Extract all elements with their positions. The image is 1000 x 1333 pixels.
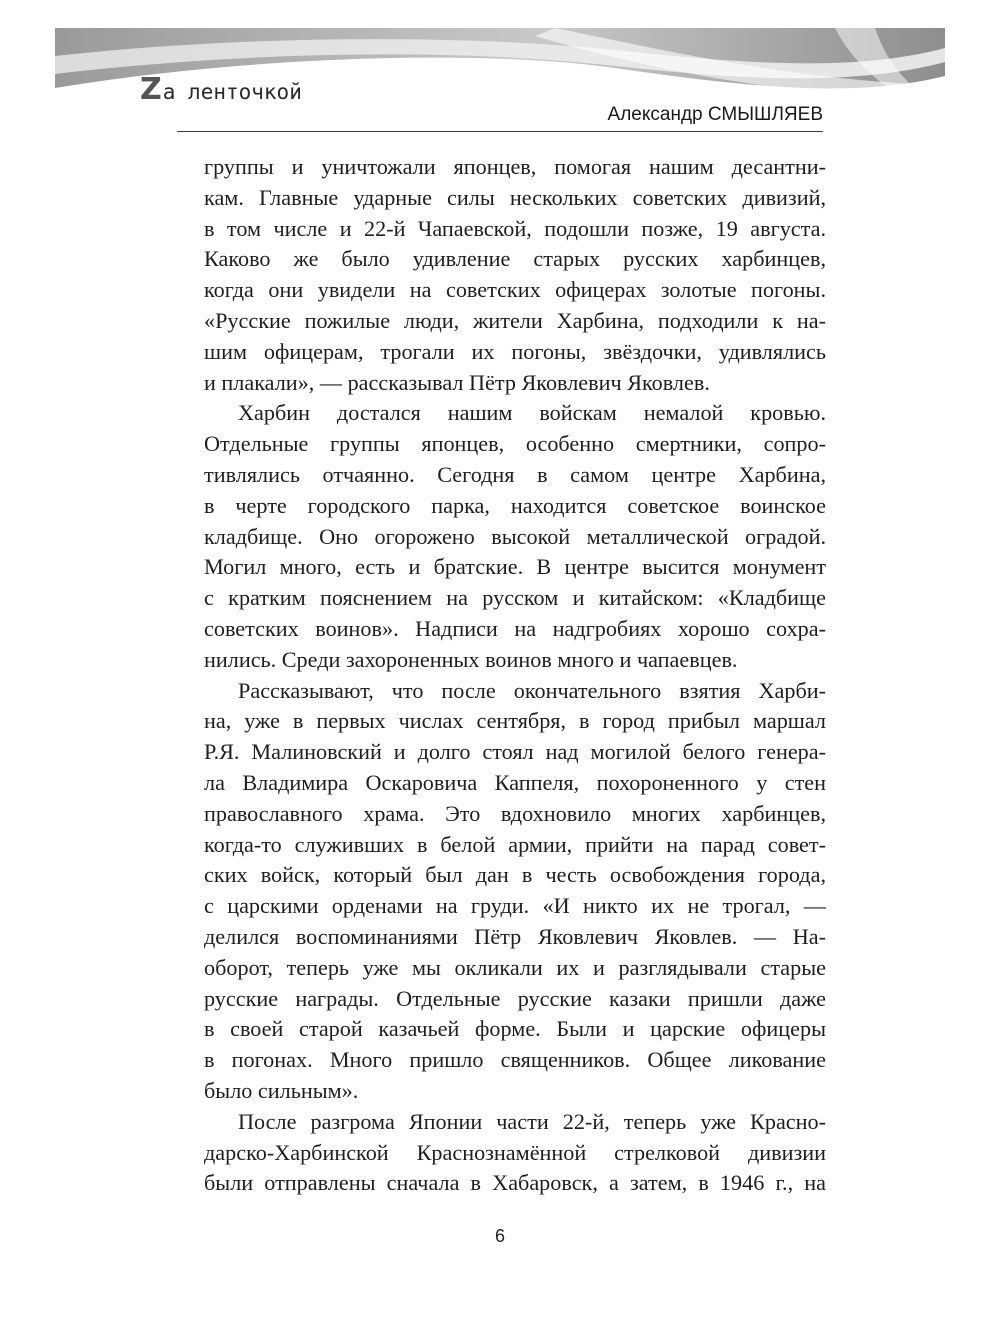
text-line: После разгрома Японии части 22-й, теперь уже Красно- <box>238 1108 826 1134</box>
text-line: кам. Главные ударные силы нескольких советских дивизий, <box>204 184 826 210</box>
text-line: Рассказывают, что после окончательного взятия Харби- <box>238 677 826 703</box>
page-body-text <box>204 152 826 1199</box>
text-line: в черте городского парка, находится советское воинское <box>204 492 826 518</box>
text-line: Р.Я. Малиновский и долго стоял над могилой белого генера- <box>204 739 826 765</box>
text-line: на, уже в первых числах сентября, в город прибыл маршал <box>204 708 826 734</box>
text-line: делился воспоминаниями Пётр Яковлевич Яковлев. — На- <box>204 923 826 949</box>
author-name: Александр СМЫШЛЯЕВ <box>607 104 823 125</box>
text-line: русские награды. Отдельные русские казаки пришли даже <box>204 985 826 1011</box>
text-line: кладбище. Оно огорожено высокой металлической оградой. <box>204 523 826 549</box>
text-line: Могил много, есть и братские. В центре высится монумент <box>204 554 826 580</box>
text-line: и плакали», — рассказывал Пётр Яковлевич Яковлев. <box>204 369 710 395</box>
text-line: в том числе и 22-й Чапаевской, подошли позже, 19 августа. <box>204 215 826 241</box>
series-title-rest: а ленточкой <box>162 80 302 104</box>
text-line: Отдельные группы японцев, особенно смертники, сопро- <box>204 431 826 457</box>
series-title-initial: Z <box>140 72 162 107</box>
text-line: нились. Среди захороненных воинов много и чапаевцев. <box>204 646 738 672</box>
text-line: с царскими орденами на груди. «И никто их не трогал, — <box>204 893 826 919</box>
text-line: были отправлены сначала в Хабаровск, а затем, в 1946 г., на <box>204 1170 826 1196</box>
page-number: 6 <box>494 1226 505 1246</box>
text-line: православного храма. Это вдохновило многих харбинцев, <box>204 800 826 826</box>
paragraph-3 <box>204 676 826 1107</box>
text-line: в погонах. Много пришло священников. Общее ликование <box>204 1047 826 1073</box>
paragraph-2 <box>204 398 826 675</box>
text-line: шим офицерам, трогали их погоны, звёздочки, удивлялись <box>204 338 826 364</box>
text-line: в своей старой казачьей форме. Были и царские офицеры <box>204 1016 826 1042</box>
text-line: оборот, теперь уже мы окликали их и разглядывали старые <box>204 954 826 980</box>
series-title <box>140 72 302 107</box>
text-line: когда-то служивших в белой армии, прийти на парад совет- <box>204 831 826 857</box>
text-line: ла Владимира Оскаровича Каппеля, похороненного у стен <box>204 769 826 795</box>
paragraph-4 <box>204 1107 826 1199</box>
text-line: Каково же было удивление старых русских харбинцев, <box>204 246 826 272</box>
text-line: советских воинов». Надписи на надгробиях хорошо сохра- <box>204 615 826 641</box>
text-line: было сильным». <box>204 1077 359 1103</box>
text-line: Харбин достался нашим войскам немалой кровью. <box>238 400 826 426</box>
text-line: «Русские пожилые люди, жители Харбина, подходили к на- <box>204 307 826 333</box>
text-line: группы и уничтожали японцев, помогая нашим десантни- <box>204 154 826 179</box>
paragraph-1 <box>204 152 826 398</box>
header-divider <box>177 131 823 132</box>
text-line: дарско-Харбинской Краснознамённой стрелковой дивизии <box>204 1139 826 1165</box>
text-line: когда они увидели на советских офицерах золотые погоны. <box>204 277 826 303</box>
text-line: ских войск, который был дан в честь освобождения города, <box>204 862 826 888</box>
text-line: с кратким пояснением на русском и китайском: «Кладбище <box>204 585 826 611</box>
text-line: тивлялись отчаянно. Сегодня в самом центре Харбина, <box>204 461 826 487</box>
